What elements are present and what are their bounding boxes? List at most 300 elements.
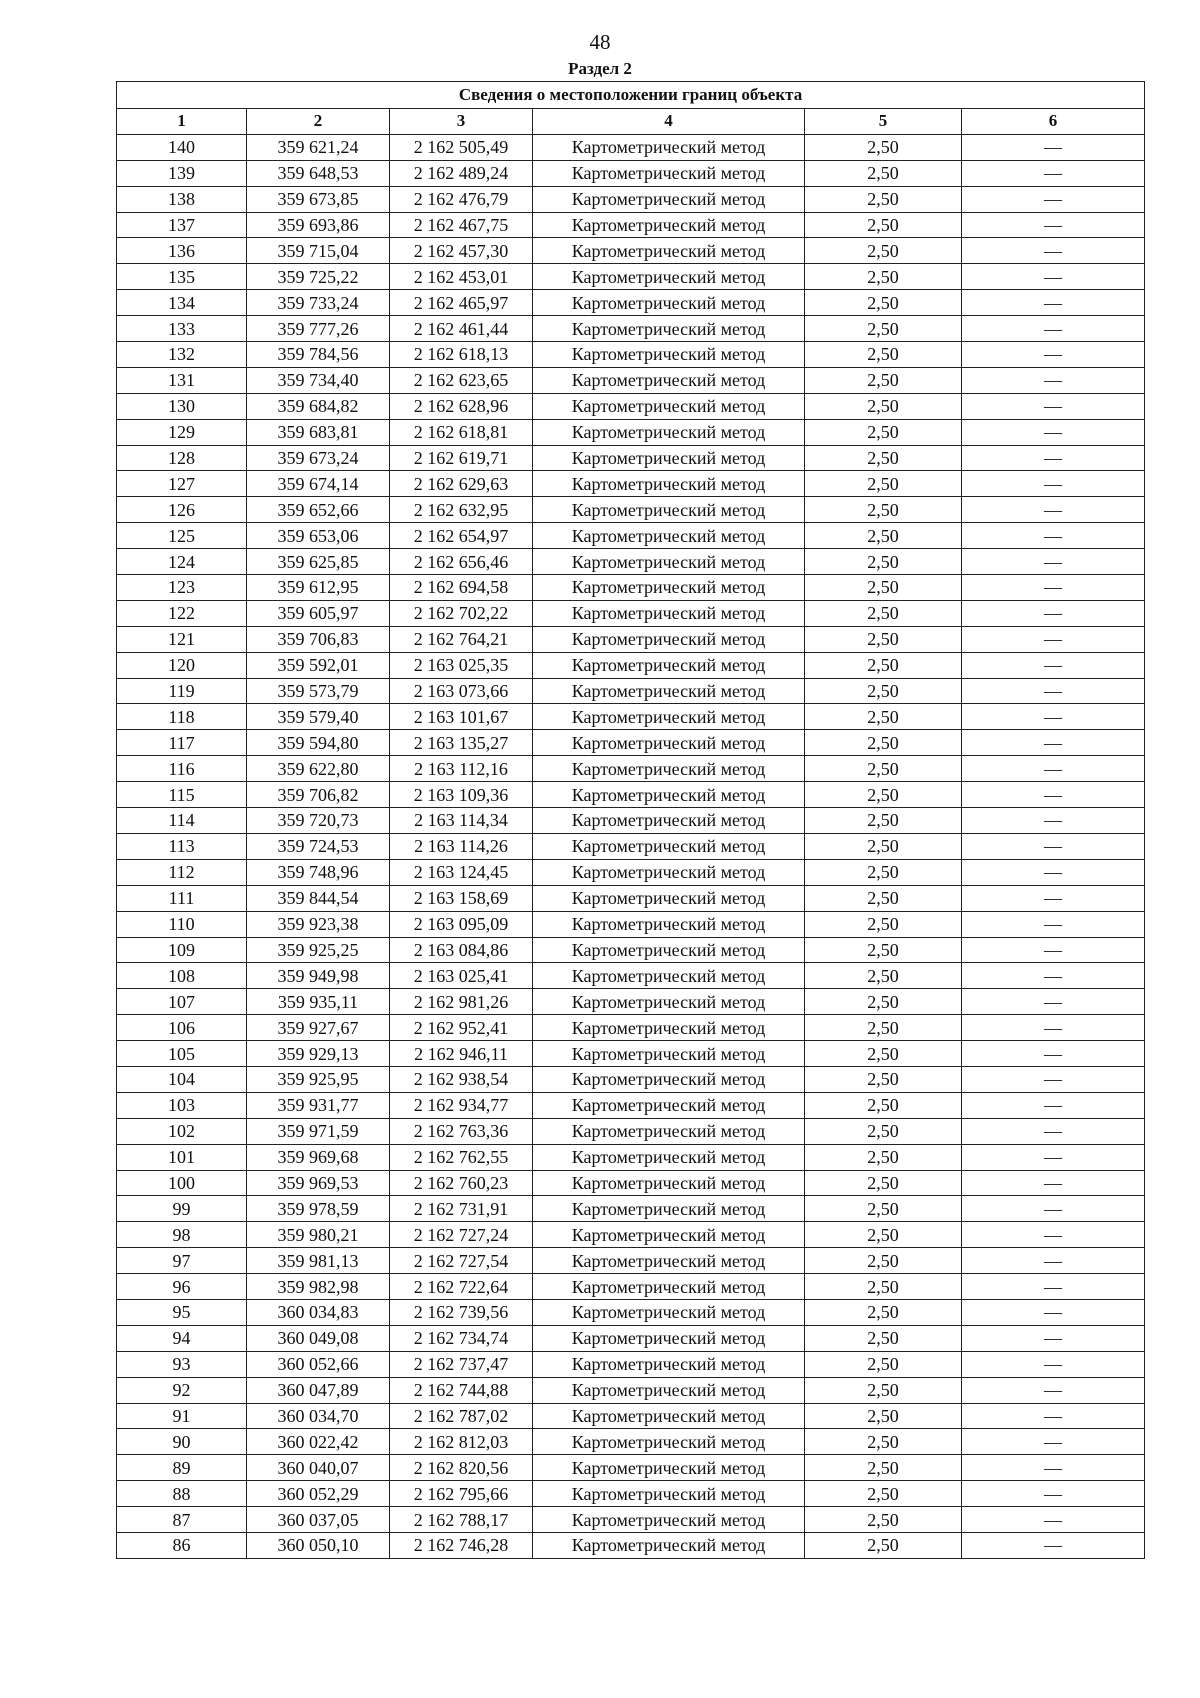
table-row: [117, 575, 1145, 601]
description-cell: —: [962, 1274, 1145, 1300]
description-cell: —: [962, 523, 1145, 549]
y-coordinate-cell: 2 163 095,09: [390, 911, 533, 937]
y-coordinate-cell: 2 162 795,66: [390, 1481, 533, 1507]
x-coordinate-cell: 359 734,40: [247, 367, 390, 393]
point-number-cell: 128: [117, 445, 247, 471]
accuracy-cell: 2,50: [805, 1351, 962, 1377]
x-coordinate-cell: 360 034,70: [247, 1403, 390, 1429]
description-cell: —: [962, 1299, 1145, 1325]
y-coordinate-cell: 2 162 457,30: [390, 238, 533, 264]
description-cell: —: [962, 626, 1145, 652]
table-row: [117, 1222, 1145, 1248]
method-cell: Картометрический метод: [533, 186, 805, 212]
method-cell: Картометрический метод: [533, 367, 805, 393]
accuracy-cell: 2,50: [805, 911, 962, 937]
table-row: [117, 730, 1145, 756]
table-row: [117, 1066, 1145, 1092]
description-cell: —: [962, 1507, 1145, 1533]
x-coordinate-cell: 359 784,56: [247, 342, 390, 368]
x-coordinate-cell: 359 683,81: [247, 419, 390, 445]
boundary-table: [116, 81, 1145, 1559]
table-row: [117, 238, 1145, 264]
table-row: [117, 445, 1145, 471]
point-number-cell: 114: [117, 808, 247, 834]
description-cell: —: [962, 471, 1145, 497]
y-coordinate-cell: 2 162 654,97: [390, 523, 533, 549]
x-coordinate-cell: 359 674,14: [247, 471, 390, 497]
point-number-cell: 134: [117, 290, 247, 316]
description-cell: —: [962, 1015, 1145, 1041]
description-cell: —: [962, 549, 1145, 575]
table-row: [117, 367, 1145, 393]
point-number-cell: 139: [117, 160, 247, 186]
accuracy-cell: 2,50: [805, 1455, 962, 1481]
column-header: 1: [117, 109, 247, 135]
description-cell: —: [962, 290, 1145, 316]
x-coordinate-cell: 359 605,97: [247, 600, 390, 626]
x-coordinate-cell: 359 653,06: [247, 523, 390, 549]
method-cell: Картометрический метод: [533, 1455, 805, 1481]
x-coordinate-cell: 359 673,24: [247, 445, 390, 471]
accuracy-cell: 2,50: [805, 1222, 962, 1248]
method-cell: Картометрический метод: [533, 937, 805, 963]
method-cell: Картометрический метод: [533, 1507, 805, 1533]
point-number-cell: 102: [117, 1118, 247, 1144]
accuracy-cell: 2,50: [805, 497, 962, 523]
table-row: [117, 342, 1145, 368]
accuracy-cell: 2,50: [805, 756, 962, 782]
x-coordinate-cell: 359 579,40: [247, 704, 390, 730]
y-coordinate-cell: 2 162 812,03: [390, 1429, 533, 1455]
point-number-cell: 101: [117, 1144, 247, 1170]
y-coordinate-cell: 2 162 619,71: [390, 445, 533, 471]
x-coordinate-cell: 360 040,07: [247, 1455, 390, 1481]
page-number: 48: [589, 30, 611, 54]
method-cell: Картометрический метод: [533, 160, 805, 186]
y-coordinate-cell: 2 162 934,77: [390, 1092, 533, 1118]
description-cell: —: [962, 989, 1145, 1015]
x-coordinate-cell: 360 022,42: [247, 1429, 390, 1455]
description-cell: —: [962, 316, 1145, 342]
accuracy-cell: 2,50: [805, 290, 962, 316]
method-cell: Картометрический метод: [533, 808, 805, 834]
description-cell: —: [962, 238, 1145, 264]
point-number-cell: 131: [117, 367, 247, 393]
accuracy-cell: 2,50: [805, 134, 962, 160]
description-cell: —: [962, 1170, 1145, 1196]
y-coordinate-cell: 2 162 656,46: [390, 549, 533, 575]
y-coordinate-cell: 2 162 623,65: [390, 367, 533, 393]
description-cell: —: [962, 782, 1145, 808]
table-row: [117, 1351, 1145, 1377]
x-coordinate-cell: 360 049,08: [247, 1325, 390, 1351]
description-cell: —: [962, 367, 1145, 393]
description-cell: —: [962, 859, 1145, 885]
point-number-cell: 113: [117, 833, 247, 859]
description-cell: —: [962, 885, 1145, 911]
y-coordinate-cell: 2 162 632,95: [390, 497, 533, 523]
point-number-cell: 135: [117, 264, 247, 290]
point-number-cell: 105: [117, 1041, 247, 1067]
y-coordinate-cell: 2 162 946,11: [390, 1041, 533, 1067]
method-cell: Картометрический метод: [533, 989, 805, 1015]
table-row: [117, 393, 1145, 419]
x-coordinate-cell: 359 621,24: [247, 134, 390, 160]
x-coordinate-cell: 360 047,89: [247, 1377, 390, 1403]
description-cell: —: [962, 1403, 1145, 1429]
accuracy-cell: 2,50: [805, 600, 962, 626]
x-coordinate-cell: 360 052,29: [247, 1481, 390, 1507]
x-coordinate-cell: 359 594,80: [247, 730, 390, 756]
description-cell: —: [962, 756, 1145, 782]
table-row: [117, 1455, 1145, 1481]
description-cell: —: [962, 1222, 1145, 1248]
method-cell: Картометрический метод: [533, 1274, 805, 1300]
column-header: 6: [962, 109, 1145, 135]
table-row: [117, 1092, 1145, 1118]
y-coordinate-cell: 2 162 788,17: [390, 1507, 533, 1533]
accuracy-cell: 2,50: [805, 393, 962, 419]
accuracy-cell: 2,50: [805, 342, 962, 368]
point-number-cell: 127: [117, 471, 247, 497]
description-cell: —: [962, 186, 1145, 212]
column-header-row: [117, 109, 1145, 135]
point-number-cell: 140: [117, 134, 247, 160]
description-cell: —: [962, 911, 1145, 937]
y-coordinate-cell: 2 162 763,36: [390, 1118, 533, 1144]
method-cell: Картометрический метод: [533, 393, 805, 419]
method-cell: Картометрический метод: [533, 445, 805, 471]
table-row: [117, 989, 1145, 1015]
point-number-cell: 95: [117, 1299, 247, 1325]
x-coordinate-cell: 359 625,85: [247, 549, 390, 575]
method-cell: Картометрический метод: [533, 730, 805, 756]
method-cell: Картометрический метод: [533, 523, 805, 549]
y-coordinate-cell: 2 162 461,44: [390, 316, 533, 342]
accuracy-cell: 2,50: [805, 730, 962, 756]
table-row: [117, 626, 1145, 652]
method-cell: Картометрический метод: [533, 1066, 805, 1092]
x-coordinate-cell: 359 748,96: [247, 859, 390, 885]
description-cell: —: [962, 445, 1145, 471]
method-cell: Картометрический метод: [533, 342, 805, 368]
accuracy-cell: 2,50: [805, 419, 962, 445]
y-coordinate-cell: 2 162 505,49: [390, 134, 533, 160]
point-number-cell: 120: [117, 652, 247, 678]
x-coordinate-cell: 359 673,85: [247, 186, 390, 212]
y-coordinate-cell: 2 162 453,01: [390, 264, 533, 290]
method-cell: Картометрический метод: [533, 1092, 805, 1118]
x-coordinate-cell: 359 980,21: [247, 1222, 390, 1248]
point-number-cell: 138: [117, 186, 247, 212]
method-cell: Картометрический метод: [533, 1248, 805, 1274]
accuracy-cell: 2,50: [805, 523, 962, 549]
point-number-cell: 136: [117, 238, 247, 264]
method-cell: Картометрический метод: [533, 316, 805, 342]
y-coordinate-cell: 2 163 101,67: [390, 704, 533, 730]
y-coordinate-cell: 2 162 476,79: [390, 186, 533, 212]
y-coordinate-cell: 2 163 025,35: [390, 652, 533, 678]
section-title: Раздел 2: [568, 59, 632, 78]
point-number-cell: 124: [117, 549, 247, 575]
description-cell: —: [962, 1455, 1145, 1481]
method-cell: Картометрический метод: [533, 1532, 805, 1558]
method-cell: Картометрический метод: [533, 497, 805, 523]
accuracy-cell: 2,50: [805, 264, 962, 290]
point-number-cell: 88: [117, 1481, 247, 1507]
y-coordinate-cell: 2 162 727,54: [390, 1248, 533, 1274]
table-row: [117, 652, 1145, 678]
point-number-cell: 97: [117, 1248, 247, 1274]
y-coordinate-cell: 2 162 702,22: [390, 600, 533, 626]
method-cell: Картометрический метод: [533, 212, 805, 238]
point-number-cell: 98: [117, 1222, 247, 1248]
point-number-cell: 112: [117, 859, 247, 885]
x-coordinate-cell: 359 725,22: [247, 264, 390, 290]
method-cell: Картометрический метод: [533, 782, 805, 808]
point-number-cell: 117: [117, 730, 247, 756]
table-row: [117, 1299, 1145, 1325]
column-header: 5: [805, 109, 962, 135]
method-cell: Картометрический метод: [533, 1041, 805, 1067]
method-cell: Картометрический метод: [533, 1222, 805, 1248]
x-coordinate-cell: 359 777,26: [247, 316, 390, 342]
accuracy-cell: 2,50: [805, 367, 962, 393]
y-coordinate-cell: 2 163 135,27: [390, 730, 533, 756]
point-number-cell: 125: [117, 523, 247, 549]
point-number-cell: 109: [117, 937, 247, 963]
description-cell: —: [962, 678, 1145, 704]
accuracy-cell: 2,50: [805, 1507, 962, 1533]
accuracy-cell: 2,50: [805, 678, 962, 704]
description-cell: —: [962, 1532, 1145, 1558]
y-coordinate-cell: 2 162 739,56: [390, 1299, 533, 1325]
point-number-cell: 133: [117, 316, 247, 342]
y-coordinate-cell: 2 163 084,86: [390, 937, 533, 963]
y-coordinate-cell: 2 162 760,23: [390, 1170, 533, 1196]
y-coordinate-cell: 2 162 737,47: [390, 1351, 533, 1377]
point-number-cell: 104: [117, 1066, 247, 1092]
description-cell: —: [962, 1481, 1145, 1507]
accuracy-cell: 2,50: [805, 1377, 962, 1403]
x-coordinate-cell: 359 622,80: [247, 756, 390, 782]
method-cell: Картометрический метод: [533, 1403, 805, 1429]
method-cell: Картометрический метод: [533, 419, 805, 445]
description-cell: —: [962, 808, 1145, 834]
table-row: [117, 756, 1145, 782]
x-coordinate-cell: 359 706,83: [247, 626, 390, 652]
y-coordinate-cell: 2 162 734,74: [390, 1325, 533, 1351]
point-number-cell: 92: [117, 1377, 247, 1403]
description-cell: —: [962, 212, 1145, 238]
accuracy-cell: 2,50: [805, 859, 962, 885]
point-number-cell: 129: [117, 419, 247, 445]
table-row: [117, 1325, 1145, 1351]
description-cell: —: [962, 937, 1145, 963]
table-row: [117, 290, 1145, 316]
method-cell: Картометрический метод: [533, 1299, 805, 1325]
y-coordinate-cell: 2 162 465,97: [390, 290, 533, 316]
column-header: 2: [247, 109, 390, 135]
accuracy-cell: 2,50: [805, 1196, 962, 1222]
x-coordinate-cell: 359 971,59: [247, 1118, 390, 1144]
description-cell: —: [962, 134, 1145, 160]
description-cell: —: [962, 1144, 1145, 1170]
description-cell: —: [962, 730, 1145, 756]
y-coordinate-cell: 2 162 762,55: [390, 1144, 533, 1170]
point-number-cell: 115: [117, 782, 247, 808]
column-header: 4: [533, 109, 805, 135]
accuracy-cell: 2,50: [805, 212, 962, 238]
accuracy-cell: 2,50: [805, 575, 962, 601]
y-coordinate-cell: 2 162 618,13: [390, 342, 533, 368]
point-number-cell: 103: [117, 1092, 247, 1118]
method-cell: Картометрический метод: [533, 1170, 805, 1196]
y-coordinate-cell: 2 162 731,91: [390, 1196, 533, 1222]
accuracy-cell: 2,50: [805, 1274, 962, 1300]
x-coordinate-cell: 359 724,53: [247, 833, 390, 859]
y-coordinate-cell: 2 162 820,56: [390, 1455, 533, 1481]
method-cell: Картометрический метод: [533, 859, 805, 885]
y-coordinate-cell: 2 162 722,64: [390, 1274, 533, 1300]
x-coordinate-cell: 359 978,59: [247, 1196, 390, 1222]
method-cell: Картометрический метод: [533, 1429, 805, 1455]
accuracy-cell: 2,50: [805, 626, 962, 652]
method-cell: Картометрический метод: [533, 575, 805, 601]
x-coordinate-cell: 359 923,38: [247, 911, 390, 937]
point-number-cell: 130: [117, 393, 247, 419]
point-number-cell: 137: [117, 212, 247, 238]
x-coordinate-cell: 359 929,13: [247, 1041, 390, 1067]
table-row: [117, 523, 1145, 549]
method-cell: Картометрический метод: [533, 238, 805, 264]
method-cell: Картометрический метод: [533, 290, 805, 316]
method-cell: Картометрический метод: [533, 1118, 805, 1144]
x-coordinate-cell: 360 050,10: [247, 1532, 390, 1558]
table-row: [117, 1403, 1145, 1429]
description-cell: —: [962, 600, 1145, 626]
x-coordinate-cell: 360 034,83: [247, 1299, 390, 1325]
accuracy-cell: 2,50: [805, 549, 962, 575]
point-number-cell: 100: [117, 1170, 247, 1196]
table-row: [117, 1170, 1145, 1196]
table-row: [117, 1041, 1145, 1067]
accuracy-cell: 2,50: [805, 186, 962, 212]
table-row: [117, 471, 1145, 497]
x-coordinate-cell: 359 693,86: [247, 212, 390, 238]
y-coordinate-cell: 2 163 112,16: [390, 756, 533, 782]
x-coordinate-cell: 359 925,95: [247, 1066, 390, 1092]
table-row: [117, 937, 1145, 963]
y-coordinate-cell: 2 162 489,24: [390, 160, 533, 186]
point-number-cell: 107: [117, 989, 247, 1015]
description-cell: —: [962, 652, 1145, 678]
x-coordinate-cell: 359 720,73: [247, 808, 390, 834]
method-cell: Картометрический метод: [533, 833, 805, 859]
accuracy-cell: 2,50: [805, 1481, 962, 1507]
x-coordinate-cell: 359 684,82: [247, 393, 390, 419]
table-row: [117, 833, 1145, 859]
point-number-cell: 126: [117, 497, 247, 523]
point-number-cell: 132: [117, 342, 247, 368]
point-number-cell: 122: [117, 600, 247, 626]
x-coordinate-cell: 359 706,82: [247, 782, 390, 808]
x-coordinate-cell: 359 949,98: [247, 963, 390, 989]
x-coordinate-cell: 359 652,66: [247, 497, 390, 523]
description-cell: —: [962, 1248, 1145, 1274]
table-row: [117, 1532, 1145, 1558]
accuracy-cell: 2,50: [805, 1532, 962, 1558]
y-coordinate-cell: 2 162 727,24: [390, 1222, 533, 1248]
accuracy-cell: 2,50: [805, 238, 962, 264]
table-row: [117, 1507, 1145, 1533]
method-cell: Картометрический метод: [533, 1377, 805, 1403]
accuracy-cell: 2,50: [805, 1325, 962, 1351]
table-row: [117, 859, 1145, 885]
point-number-cell: 118: [117, 704, 247, 730]
point-number-cell: 87: [117, 1507, 247, 1533]
point-number-cell: 96: [117, 1274, 247, 1300]
table-body: [117, 134, 1145, 1558]
point-number-cell: 111: [117, 885, 247, 911]
point-number-cell: 110: [117, 911, 247, 937]
description-cell: —: [962, 1092, 1145, 1118]
accuracy-cell: 2,50: [805, 704, 962, 730]
description-cell: —: [962, 963, 1145, 989]
table-row: [117, 1196, 1145, 1222]
accuracy-cell: 2,50: [805, 471, 962, 497]
table-row: [117, 885, 1145, 911]
x-coordinate-cell: 359 925,25: [247, 937, 390, 963]
table-row: [117, 1377, 1145, 1403]
x-coordinate-cell: 359 648,53: [247, 160, 390, 186]
accuracy-cell: 2,50: [805, 1299, 962, 1325]
accuracy-cell: 2,50: [805, 833, 962, 859]
description-cell: —: [962, 419, 1145, 445]
method-cell: Картометрический метод: [533, 1325, 805, 1351]
description-cell: —: [962, 1351, 1145, 1377]
y-coordinate-cell: 2 163 114,34: [390, 808, 533, 834]
table-row: [117, 1015, 1145, 1041]
table-row: [117, 600, 1145, 626]
y-coordinate-cell: 2 162 952,41: [390, 1015, 533, 1041]
table-row: [117, 1144, 1145, 1170]
method-cell: Картометрический метод: [533, 1351, 805, 1377]
accuracy-cell: 2,50: [805, 652, 962, 678]
x-coordinate-cell: 359 935,11: [247, 989, 390, 1015]
y-coordinate-cell: 2 163 025,41: [390, 963, 533, 989]
point-number-cell: 86: [117, 1532, 247, 1558]
point-number-cell: 93: [117, 1351, 247, 1377]
method-cell: Картометрический метод: [533, 704, 805, 730]
x-coordinate-cell: 359 573,79: [247, 678, 390, 704]
table-row: [117, 419, 1145, 445]
y-coordinate-cell: 2 163 073,66: [390, 678, 533, 704]
method-cell: Картометрический метод: [533, 911, 805, 937]
description-cell: —: [962, 1118, 1145, 1144]
x-coordinate-cell: 359 844,54: [247, 885, 390, 911]
method-cell: Картометрический метод: [533, 1015, 805, 1041]
method-cell: Картометрический метод: [533, 134, 805, 160]
point-number-cell: 116: [117, 756, 247, 782]
y-coordinate-cell: 2 162 744,88: [390, 1377, 533, 1403]
description-cell: —: [962, 1066, 1145, 1092]
x-coordinate-cell: 359 733,24: [247, 290, 390, 316]
accuracy-cell: 2,50: [805, 1170, 962, 1196]
table-row: [117, 782, 1145, 808]
accuracy-cell: 2,50: [805, 1144, 962, 1170]
table-row: [117, 808, 1145, 834]
